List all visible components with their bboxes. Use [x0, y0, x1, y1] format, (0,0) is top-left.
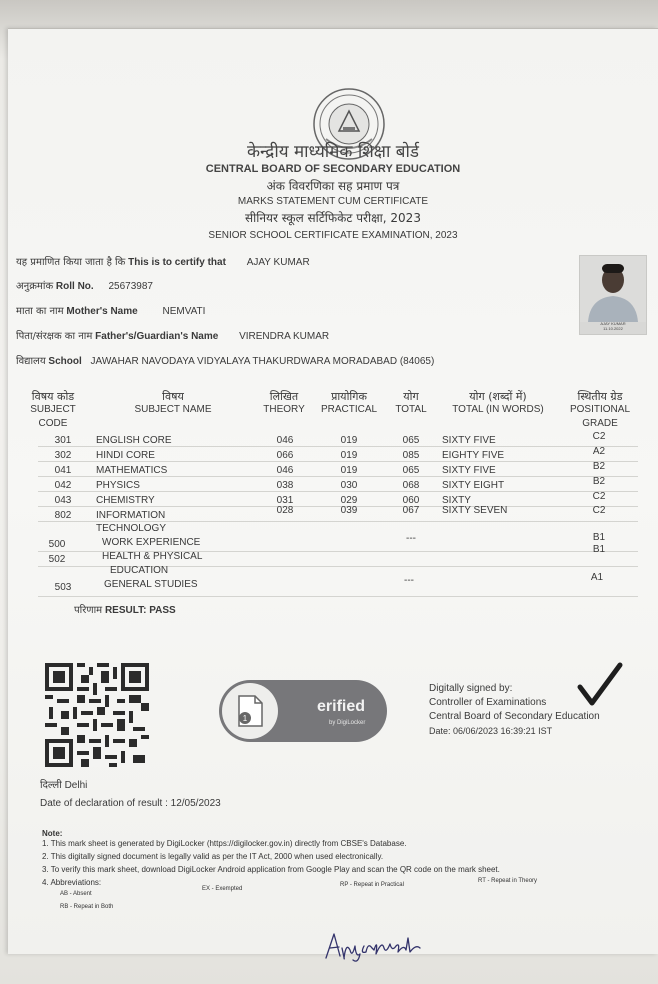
signature-date: Date: 06/06/2023 16:39:21 IST: [429, 726, 553, 736]
abbreviation: RB - Repeat in Both: [60, 904, 114, 910]
person-photo-icon: [580, 256, 646, 322]
candidate-name: AJAY KUMAR: [246, 257, 310, 268]
document-title-hindi: अंक विवरणिका सह प्रमाण पत्र: [266, 179, 400, 193]
note-item: 4. Abbreviations:: [42, 878, 102, 887]
marksheet: केन्द्रीय माध्यमिक शिक्षा बोर्ड CENTRAL BOARD OF SECONDARY EDUCATION अंक विवरणिका सह प्रमाण पत्र MARKS STATEMENT CUM CERTIFICATE सीनियर स्कूल सर्टिफिकेट परीक्षा, 2023 SENIOR SCHOOL CERTIFICATE EXAMINATION, 2023 यह प्रमाणित किया जाता है कि This is to certify that AJAY KUMAR अनुक्रमांक Roll No. 25673987 माता का नाम Mother's Name NEMVATI पिता/संरक्षक का नाम Father's/Guardian's Name VIRENDRA KUMAR विद्यालय School JAWAHAR NAVODAYA VIDYALAYA THAKURDWARA MORADABAD (84065) AJAY KUMAR 11.10.2022 विषय कोड SUBJECT CODE विषय SUBJECT NAME लिखित THEORY प्रायोगिक PRACTICAL योग TOTAL योग (शब्दों में) TOTAL (IN WORDS) स्थितीय ग्रेड POSITIONAL GRADE 301 ENGLISH CORE 046 019 065 SIXTY FIVE C2 302 HINDI CORE 066 019 085 EIGHTY FIVE A2 041 MATHEMATICS 046 019 065 SIXTY FIVE B2 042 PHYSICS 038 030 068 SIXTY EIGHT B2 043 CHEMISTRY 031 029 060 SIXTY C2 802 INFORMATION TECHNOLOGY 028 039 067 SIXTY SEVEN C2 500 WORK EXPERIENCE --- B1 502 HEALTH & PHYSICAL EDUCATION B1 503 GENERAL STUDIES --- A1 परिणाम RESULT: PASS 1 erified by DigiLocker Digitally signed by: Controller of Examinations Central Board of Secondary Education Date: 06/06/2023 16:39:21 IST दिल्ली Delhi Date of declaration of result : 12/05/2023 Note: 1. This mark sheet is generated by DigiLocker (https://digilocker.gov.in) directly from CBSE's Database. 2. This digitally signed document is legally valid as per the IT Act, 2000 when used electronically. 3. To verify this mark sheet, download DigiLocker Android application from Google Play and scan the QR code on the mark sheet. 4. Abbreviations: AB - Absent EX - Exempted RP - Repeat in Practical RT - Repeat in Theory RB - Repeat in Both: [8, 28, 658, 954]
note-item: 3. To verify this mark sheet, download DigiLocker Android application from Google Play and scan the QR code on the mark sheet.: [42, 865, 500, 874]
declaration-line: Date of declaration of result : 12/05/2023: [40, 798, 221, 809]
abbreviation: RT - Repeat in Theory: [478, 878, 538, 884]
father-line: पिता/संरक्षक का नाम Father's/Guardian's Name VIRENDRA KUMAR: [16, 331, 330, 342]
document-verified-icon: [231, 692, 269, 730]
note-item: 1. This mark sheet is generated by DigiLocker (https://digilocker.gov.in) directly from CBSE's Database.: [42, 839, 407, 848]
document-title: MARKS STATEMENT CUM CERTIFICATE: [237, 196, 429, 207]
verified-subtext: by DigiLocker: [329, 720, 366, 726]
mother-line: माता का नाम Mother's Name NEMVATI: [16, 306, 206, 317]
photo-caption-name: AJAY KUMAR: [600, 321, 626, 326]
exam-title-hindi: सीनियर स्कूल सर्टिफिकेट परीक्षा, 2023: [245, 211, 421, 225]
svg-text:1: 1: [242, 714, 248, 723]
signed-by-label: Digitally signed by:: [429, 683, 513, 694]
signatory-title: Controller of Examinations: [429, 697, 547, 708]
candidate-photo: [579, 255, 647, 335]
result-line: परिणाम RESULT: PASS: [74, 605, 176, 616]
certify-line: यह प्रमाणित किया जाता है कि This is to certify that AJAY KUMAR: [16, 257, 310, 268]
school-name: JAWAHAR NAVODAYA VIDYALAYA THAKURDWARA MORADABAD (84065): [90, 356, 435, 367]
note-item: 2. This digitally signed document is legally valid as per the IT Act, 2000 when used electronically.: [42, 852, 384, 861]
handwritten-signature: [322, 928, 428, 964]
board-name: CENTRAL BOARD OF SECONDARY EDUCATION: [205, 163, 461, 175]
photo-caption-date: 11.10.2022: [603, 326, 623, 331]
verified-text: erified: [317, 698, 366, 715]
place-line: दिल्ली Delhi: [40, 780, 88, 791]
result-value: PASS: [149, 605, 176, 616]
abbreviation: EX - Exempted: [202, 886, 243, 892]
roll-line: अनुक्रमांक Roll No. 25673987: [16, 281, 153, 292]
school-line: विद्यालय School JAWAHAR NAVODAYA VIDYALAYA THAKURDWARA MORADABAD (84065): [16, 356, 435, 367]
notes-title: Note:: [42, 829, 63, 838]
mother-name: NEMVATI: [162, 306, 206, 317]
signatory-organisation: Central Board of Secondary Education: [429, 711, 600, 722]
checkmark-icon: [576, 661, 624, 709]
digilocker-verified-badge: [219, 680, 387, 742]
place: Delhi: [64, 780, 88, 791]
exam-title: SENIOR SCHOOL CERTIFICATE EXAMINATION, 2023: [208, 230, 458, 241]
declaration-date: 12/05/2023: [170, 798, 221, 809]
board-name-hindi: केन्द्रीय माध्यमिक शिक्षा बोर्ड: [246, 142, 420, 162]
father-name: VIRENDRA KUMAR: [239, 331, 330, 342]
abbreviation: AB - Absent: [60, 891, 92, 897]
qr-code-icon: [45, 663, 149, 767]
roll-number: 25673987: [108, 281, 153, 292]
abbreviation: RP - Repeat in Practical: [340, 882, 404, 888]
